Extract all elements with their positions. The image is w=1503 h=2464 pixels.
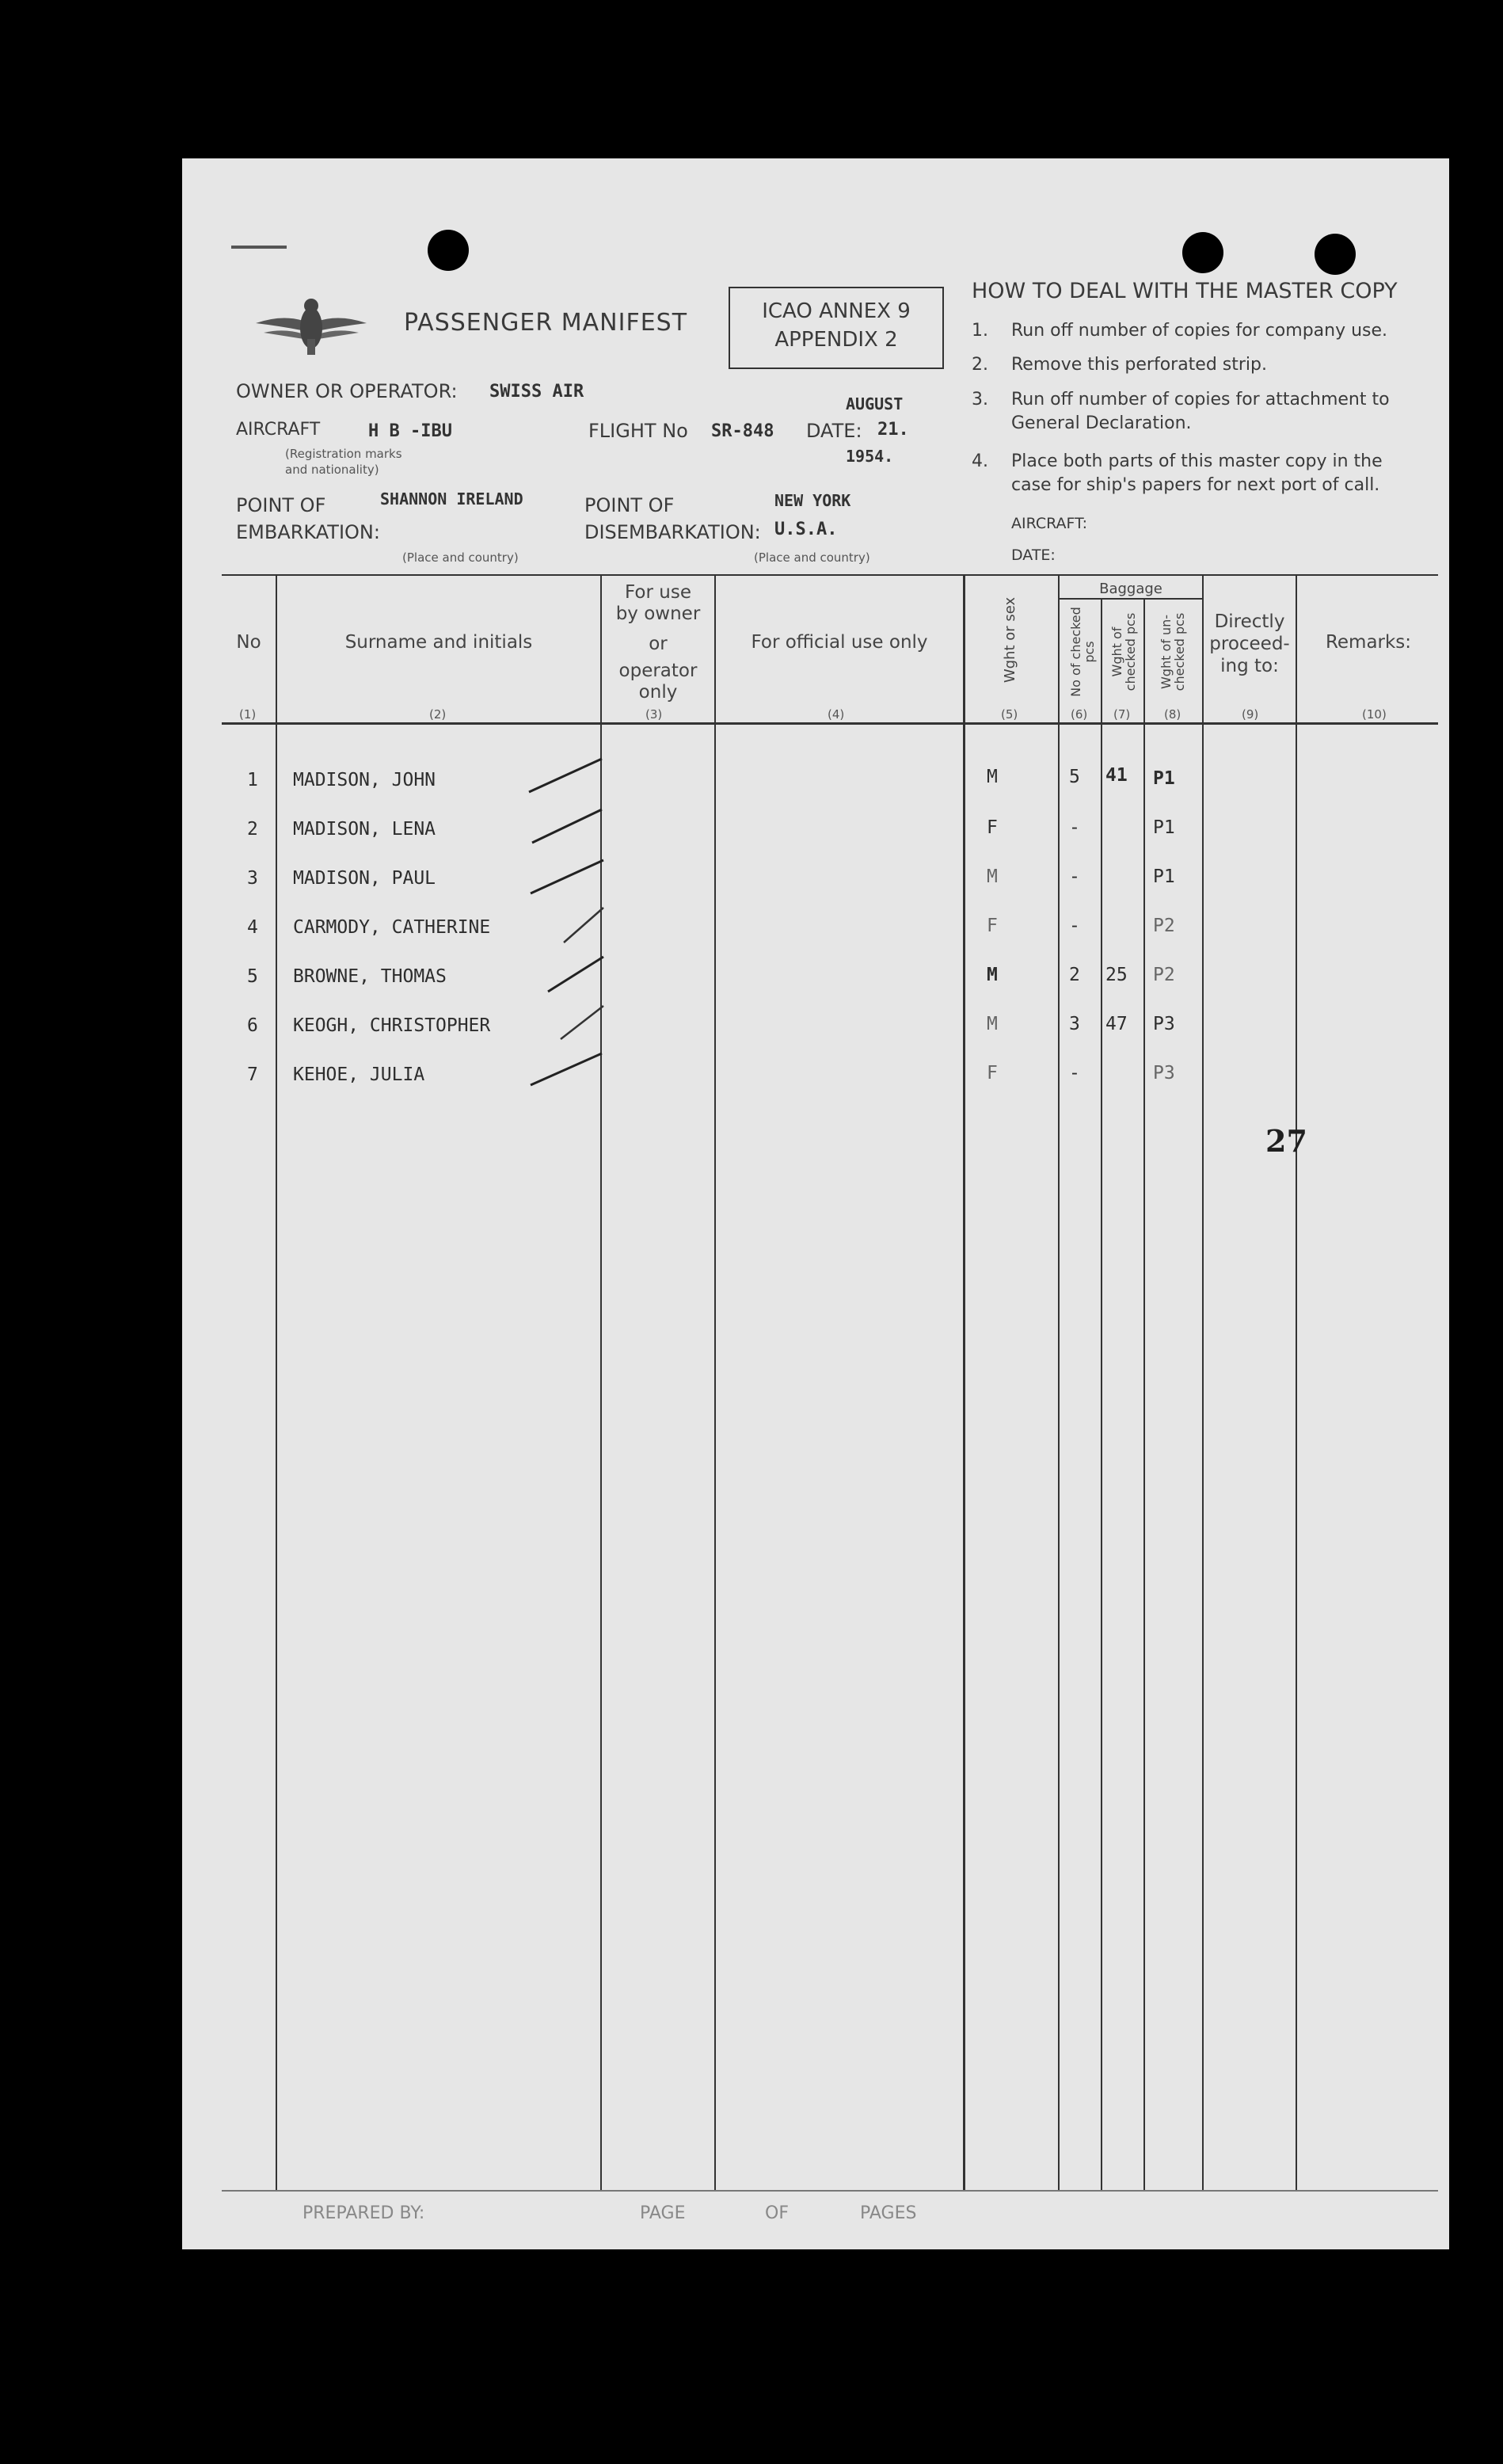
col-header-checked-pcs-num: (6) <box>1071 707 1088 722</box>
passenger-no: 3 <box>247 868 258 889</box>
disembarkation-label-1: POINT OF <box>584 494 675 516</box>
passenger-name: MADISON, LENA <box>293 819 436 840</box>
instructions-aircraft: AIRCRAFT: <box>1011 515 1088 532</box>
instruction-1-text: Run off number of copies for company use. <box>1011 321 1388 341</box>
embarkation-note: (Place and country) <box>402 550 519 565</box>
passenger-sex: M <box>987 1014 998 1034</box>
disembarkation-note: (Place and country) <box>754 550 870 565</box>
embarkation-label-1: POINT OF <box>236 494 326 516</box>
col-header-directly-3: ing to: <box>1220 656 1279 676</box>
passenger-sex: F <box>987 1063 998 1083</box>
col-header-checked-pcs: No of checked pcs <box>1068 607 1097 697</box>
hole-mark <box>231 246 287 249</box>
passenger-checked-pcs: 5 <box>1069 767 1080 787</box>
passenger-checked-pcs: - <box>1069 817 1080 838</box>
col-rule-3 <box>714 574 716 2190</box>
embarkation-value: SHANNON IRELAND <box>380 489 523 508</box>
passenger-sex: M <box>987 767 998 787</box>
col-header-wght-sex: Wght or sex <box>1002 596 1018 684</box>
col-header-owner-use-3: or <box>649 634 668 654</box>
passenger-name: MADISON, JOHN <box>293 770 436 790</box>
punch-hole <box>1315 234 1356 275</box>
punch-hole <box>1182 232 1223 273</box>
passenger-checked-wght: 41 <box>1105 765 1128 786</box>
instruction-4-text-2: case for ship's papers for next port of call. <box>1011 475 1380 495</box>
icao-line-2: APPENDIX 2 <box>774 328 898 352</box>
passenger-checked-pcs: - <box>1069 866 1080 887</box>
footer-pages: PAGES <box>860 2203 917 2223</box>
passenger-no: 1 <box>247 770 258 790</box>
passenger-name: MADISON, PAUL <box>293 868 436 889</box>
col-header-surname-num: (2) <box>429 707 447 722</box>
airline-wings-logo <box>252 291 371 363</box>
table-top-rule-right <box>965 574 1438 576</box>
table-top-rule-left <box>222 574 963 576</box>
passenger-sex: M <box>987 866 998 887</box>
col-rule-9 <box>1296 574 1297 2190</box>
col-header-owner-use-num: (3) <box>645 707 663 722</box>
instruction-2-text: Remove this perforated strip. <box>1011 355 1268 375</box>
table-header-rule-right <box>965 722 1438 725</box>
owner-label: OWNER OR OPERATOR: <box>236 380 458 402</box>
col-header-official: For official use only <box>751 632 928 653</box>
punch-hole <box>428 230 469 271</box>
passenger-checked-wght: 47 <box>1105 1014 1128 1034</box>
col-header-wght-checked-num: (7) <box>1113 707 1131 722</box>
passenger-name: CARMODY, CATHERINE <box>293 917 491 938</box>
instruction-4-num: 4. <box>972 451 988 471</box>
passenger-no: 7 <box>247 1064 258 1085</box>
passenger-unchecked: P2 <box>1153 965 1175 985</box>
passenger-unchecked: P2 <box>1153 916 1175 936</box>
col-rule-1 <box>276 574 277 2190</box>
aircraft-label: AIRCRAFT <box>236 420 321 440</box>
col-header-wght-unchecked-num: (8) <box>1164 707 1181 722</box>
disembarkation-value-2: U.S.A. <box>774 520 838 539</box>
embarkation-label-2: EMBARKATION: <box>236 521 380 543</box>
col-header-surname: Surname and initials <box>344 632 533 653</box>
passenger-name: KEHOE, JULIA <box>293 1064 425 1085</box>
instruction-3-text-2: General Declaration. <box>1011 413 1192 433</box>
col-header-baggage: Baggage <box>1099 581 1162 597</box>
icao-box <box>729 287 944 369</box>
col-header-no-num: (1) <box>239 707 257 722</box>
passenger-checked-pcs: - <box>1069 916 1080 936</box>
owner-value: SWISS AIR <box>489 382 584 402</box>
col-header-wght-sex-num: (5) <box>1001 707 1018 722</box>
passenger-unchecked: P3 <box>1153 1063 1175 1083</box>
instruction-3-text: Run off number of copies for attachment to <box>1011 390 1390 409</box>
col-header-directly-num: (9) <box>1242 707 1259 722</box>
table-bottom-rule <box>222 2190 1438 2192</box>
passenger-checked-pcs: 3 <box>1069 1014 1080 1034</box>
col-header-owner-use-1: For use <box>625 582 691 603</box>
form-title: PASSENGER MANIFEST <box>404 309 688 337</box>
date-value-month: AUGUST <box>846 394 904 413</box>
col-rule-6 <box>1101 598 1102 2190</box>
footer-page: PAGE <box>640 2203 686 2223</box>
instructions-date: DATE: <box>1011 546 1056 564</box>
date-value-day: 21. <box>877 420 909 440</box>
aircraft-value: H B -IBU <box>368 421 452 441</box>
instructions-title: HOW TO DEAL WITH THE MASTER COPY <box>972 279 1398 303</box>
passenger-unchecked: P1 <box>1153 817 1175 838</box>
col-header-no: No <box>236 632 261 653</box>
flight-label: FLIGHT No <box>588 420 688 442</box>
col-header-wght-checked: Wght of checked pcs <box>1109 612 1138 691</box>
passenger-sex: F <box>987 817 998 838</box>
passenger-sex: M <box>987 965 998 985</box>
instruction-3-num: 3. <box>972 390 988 409</box>
passenger-no: 2 <box>247 819 258 840</box>
footer-of: OF <box>765 2203 789 2223</box>
col-rule-7 <box>1143 598 1145 2190</box>
disembarkation-label-2: DISEMBARKATION: <box>584 521 761 543</box>
instruction-1-num: 1. <box>972 321 988 341</box>
passenger-no: 5 <box>247 966 258 987</box>
col-rule-5 <box>1058 574 1060 2190</box>
passenger-name: KEOGH, CHRISTOPHER <box>293 1015 491 1036</box>
col-rule-4 <box>963 574 965 2190</box>
date-label: DATE: <box>806 420 862 442</box>
col-header-owner-use-2: by owner <box>615 604 701 624</box>
passenger-checked-pcs: 2 <box>1069 965 1080 985</box>
flight-value: SR-848 <box>711 421 774 441</box>
passenger-unchecked: P1 <box>1153 768 1175 789</box>
passenger-name: BROWNE, THOMAS <box>293 966 447 987</box>
instruction-4-text: Place both parts of this master copy in the <box>1011 451 1383 471</box>
passenger-unchecked: P3 <box>1153 1014 1175 1034</box>
page-number-stamp: 27 <box>1265 1123 1307 1159</box>
col-rule-8 <box>1202 574 1204 2190</box>
col-header-directly-1: Directly <box>1214 611 1285 632</box>
col-header-remarks: Remarks: <box>1325 632 1412 653</box>
col-header-wght-unchecked: Wght of un-checked pcs <box>1159 612 1187 691</box>
registration-note-2: and nationality) <box>285 463 379 477</box>
col-header-official-num: (4) <box>828 707 845 722</box>
col-header-remarks-num: (10) <box>1362 707 1387 722</box>
passenger-sex: F <box>987 916 998 936</box>
date-value-year: 1954. <box>846 447 894 466</box>
col-header-owner-use-5: only <box>638 682 678 703</box>
col-header-owner-use-4: operator <box>618 661 698 681</box>
col-header-directly-2: proceed- <box>1209 634 1290 654</box>
passenger-no: 6 <box>247 1015 258 1036</box>
passenger-no: 4 <box>247 917 258 938</box>
footer-prepared-by: PREPARED BY: <box>303 2203 425 2223</box>
passenger-unchecked: P1 <box>1153 866 1175 887</box>
registration-note-1: (Registration marks <box>285 447 402 461</box>
instruction-2-num: 2. <box>972 355 988 375</box>
handwritten-tick-marks <box>515 745 610 1093</box>
disembarkation-value-1: NEW YORK <box>774 491 851 510</box>
table-header-rule-left <box>222 722 963 725</box>
passenger-checked-wght: 25 <box>1105 965 1128 985</box>
icao-line-1: ICAO ANNEX 9 <box>762 299 911 323</box>
manifest-sheet <box>182 158 1449 2249</box>
passenger-checked-pcs: - <box>1069 1063 1080 1083</box>
